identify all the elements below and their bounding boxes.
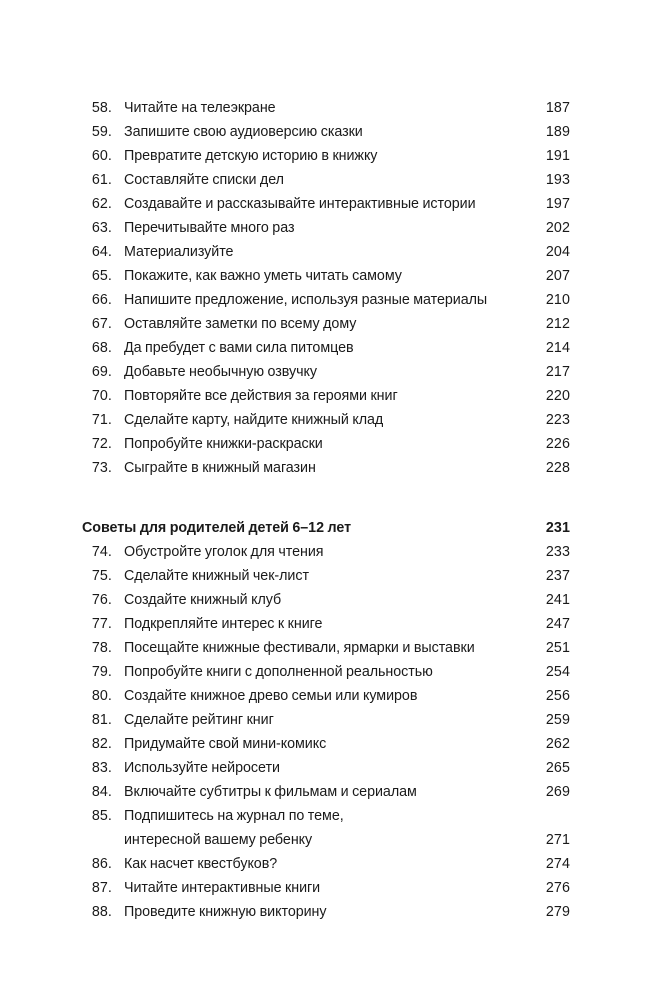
- toc-entry-title-line-1: Подпишитесь на журнал по теме,: [124, 808, 344, 824]
- toc-entry-title: Придумайте свой мини-комикс: [124, 736, 327, 752]
- toc-entry[interactable]: [82, 732, 570, 756]
- toc-entry[interactable]: [82, 216, 570, 240]
- toc-entry-page-number: 202: [545, 220, 570, 236]
- section-page-number: 231: [545, 520, 570, 536]
- toc-section-heading: [82, 516, 570, 540]
- toc-entry-page-number: 226: [545, 436, 570, 452]
- toc-entry-title: Повторяйте все действия за героями книг: [124, 388, 398, 404]
- toc-entry-page-number: 274: [545, 856, 570, 872]
- toc-entry-number: 80.: [91, 688, 112, 704]
- toc-entry-number: 88.: [91, 904, 112, 920]
- toc-entry-number: 82.: [91, 736, 112, 752]
- toc-entry-title: Сделайте книжный чек-лист: [124, 568, 309, 584]
- toc-entry-page-number: 256: [545, 688, 570, 704]
- toc-entry-page-number: 197: [545, 196, 570, 212]
- toc-entry-number: 69.: [91, 364, 112, 380]
- toc-entry-page-number: 217: [545, 364, 570, 380]
- toc-entry-title: Попробуйте книги с дополненной реальностью: [124, 664, 433, 680]
- toc-entry-number: 65.: [91, 268, 112, 284]
- toc-entry-number: 64.: [91, 244, 112, 260]
- toc-entry-page-number: 207: [545, 268, 570, 284]
- toc-entry-title: [124, 804, 524, 852]
- toc-entry[interactable]: [82, 144, 570, 168]
- toc-entry-page-number: 265: [545, 760, 570, 776]
- toc-entry-title: Сделайте карту, найдите книжный клад: [124, 412, 384, 428]
- toc-entry-number: 62.: [91, 196, 112, 212]
- toc-entry[interactable]: [82, 660, 570, 684]
- toc-entry-page-number: 233: [545, 544, 570, 560]
- toc-entry[interactable]: [82, 384, 570, 408]
- toc-entry-title: Перечитывайте много раз: [124, 220, 295, 236]
- toc-entry[interactable]: [82, 360, 570, 384]
- toc-entry-number: 59.: [91, 124, 112, 140]
- toc-entry[interactable]: [82, 612, 570, 636]
- toc-entry[interactable]: [82, 312, 570, 336]
- toc-entry-page-number: 187: [545, 100, 570, 116]
- toc-entry-page-number: 262: [545, 736, 570, 752]
- toc-entry-page-number: 228: [545, 460, 570, 476]
- toc-entry[interactable]: [82, 540, 570, 564]
- toc-entry-page-number: 237: [545, 568, 570, 584]
- toc-entry-title: Как насчет квестбуков?: [124, 856, 278, 872]
- toc-entry-title: Создайте книжный клуб: [124, 592, 282, 608]
- toc-entry[interactable]: [82, 192, 570, 216]
- toc-entry-title-line-2: интересной вашему ребенку: [124, 832, 313, 848]
- toc-entry[interactable]: [82, 336, 570, 360]
- toc-entry-title: Проведите книжную викторину: [124, 904, 327, 920]
- toc-entry[interactable]: [82, 780, 570, 804]
- toc-entry-number: 83.: [91, 760, 112, 776]
- toc-entry-number: 60.: [91, 148, 112, 164]
- toc-entry-page-number: 210: [545, 292, 570, 308]
- toc-entry[interactable]: [82, 288, 570, 312]
- toc-entry-number: 74.: [91, 544, 112, 560]
- toc-entry-number: 78.: [91, 640, 112, 656]
- toc-entry-page-number: 223: [545, 412, 570, 428]
- toc-entry-title: Читайте на телеэкране: [124, 100, 276, 116]
- toc-entry-number: 67.: [91, 316, 112, 332]
- toc-entry-title: Добавьте необычную озвучку: [124, 364, 317, 380]
- toc-entry-page-number: 204: [545, 244, 570, 260]
- toc-entry-page-number: 189: [545, 124, 570, 140]
- toc-entry[interactable]: [82, 756, 570, 780]
- toc-entry-number: 87.: [91, 880, 112, 896]
- toc-entry-number: 76.: [91, 592, 112, 608]
- toc-entry[interactable]: [82, 564, 570, 588]
- toc-entry-page-number: 212: [545, 316, 570, 332]
- toc-entry-title: Попробуйте книжки-раскраски: [124, 436, 323, 452]
- toc-entry-title: Да пребудет с вами сила питомцев: [124, 340, 354, 356]
- toc-entry-title: Сыграйте в книжный магазин: [124, 460, 316, 476]
- toc-entry[interactable]: [82, 456, 570, 480]
- toc-entry-title: Включайте субтитры к фильмам и сериалам: [124, 784, 417, 800]
- toc-entry-page-number: 193: [545, 172, 570, 188]
- toc-entry[interactable]: [82, 96, 570, 120]
- toc-entry[interactable]: [82, 900, 570, 924]
- toc-entry[interactable]: [82, 852, 570, 876]
- toc-entry-number: 68.: [91, 340, 112, 356]
- toc-entry-number: 70.: [91, 388, 112, 404]
- toc-entry[interactable]: [82, 684, 570, 708]
- toc-entry-title: Покажите, как важно уметь читать самому: [124, 268, 402, 284]
- toc-entry-page-number: 254: [545, 664, 570, 680]
- toc-entry-title: Обустройте уголок для чтения: [124, 544, 324, 560]
- toc-entry-page-number: 251: [545, 640, 570, 656]
- toc-entry-page-number: 276: [545, 880, 570, 896]
- toc-entry[interactable]: [82, 240, 570, 264]
- toc-entry-number: 73.: [91, 460, 112, 476]
- toc-entry[interactable]: [82, 120, 570, 144]
- toc-entry[interactable]: [82, 408, 570, 432]
- toc-entry-page-number: 269: [545, 784, 570, 800]
- toc-entry-number: 63.: [91, 220, 112, 236]
- toc-entry-title: Напишите предложение, используя разные материалы: [124, 292, 488, 308]
- toc-entry-title: Сделайте рейтинг книг: [124, 712, 274, 728]
- toc-entry-title: Оставляйте заметки по всему дому: [124, 316, 357, 332]
- toc-entry-number: 85.: [91, 808, 112, 824]
- toc-entry-number: 72.: [91, 436, 112, 452]
- toc-entry-page-number: 241: [545, 592, 570, 608]
- toc-entry-page-number: 259: [545, 712, 570, 728]
- toc-entry-page-number: 191: [545, 148, 570, 164]
- toc-entry[interactable]: [82, 264, 570, 288]
- toc-entry-title: Превратите детскую историю в книжку: [124, 148, 378, 164]
- toc-entry-number: 71.: [91, 412, 112, 428]
- toc-entry[interactable]: [82, 876, 570, 900]
- toc-entry-title: Читайте интерактивные книги: [124, 880, 321, 896]
- toc-entry-title: Подкрепляйте интерес к книге: [124, 616, 323, 632]
- toc-entry-title: Создавайте и рассказывайте интерактивные истории: [124, 196, 476, 212]
- toc-entry-number: 84.: [91, 784, 112, 800]
- toc-entry-title: Посещайте книжные фестивали, ярмарки и выставки: [124, 640, 475, 656]
- toc-entry-number: 75.: [91, 568, 112, 584]
- section-heading-label: Советы для родителей детей 6–12 лет: [82, 520, 352, 536]
- table-of-contents: [82, 96, 570, 924]
- toc-entry-number: 79.: [91, 664, 112, 680]
- toc-entry[interactable]: [82, 804, 570, 852]
- toc-entry-page-number: 214: [545, 340, 570, 356]
- toc-entry-title: Запишите свою аудиоверсию сказки: [124, 124, 363, 140]
- toc-entry-number: 61.: [91, 172, 112, 188]
- toc-entry[interactable]: [82, 168, 570, 192]
- toc-entry-title: Материализуйте: [124, 244, 234, 260]
- toc-entry-page-number: 271: [545, 832, 570, 848]
- toc-entry-number: 86.: [91, 856, 112, 872]
- toc-entry[interactable]: [82, 432, 570, 456]
- toc-entry-title: Составляйте списки дел: [124, 172, 284, 188]
- toc-entry-title: Используйте нейросети: [124, 760, 280, 776]
- toc-entry-number: 66.: [91, 292, 112, 308]
- toc-entry-title: Создайте книжное древо семьи или кумиров: [124, 688, 418, 704]
- toc-entry[interactable]: [82, 588, 570, 612]
- toc-entry-page-number: 220: [545, 388, 570, 404]
- toc-entry[interactable]: [82, 708, 570, 732]
- toc-entry-page-number: 279: [545, 904, 570, 920]
- toc-entry-number: 81.: [91, 712, 112, 728]
- toc-entry-number: 77.: [91, 616, 112, 632]
- toc-entry[interactable]: [82, 636, 570, 660]
- toc-entry-page-number: 247: [545, 616, 570, 632]
- toc-entry-number: 58.: [91, 100, 112, 116]
